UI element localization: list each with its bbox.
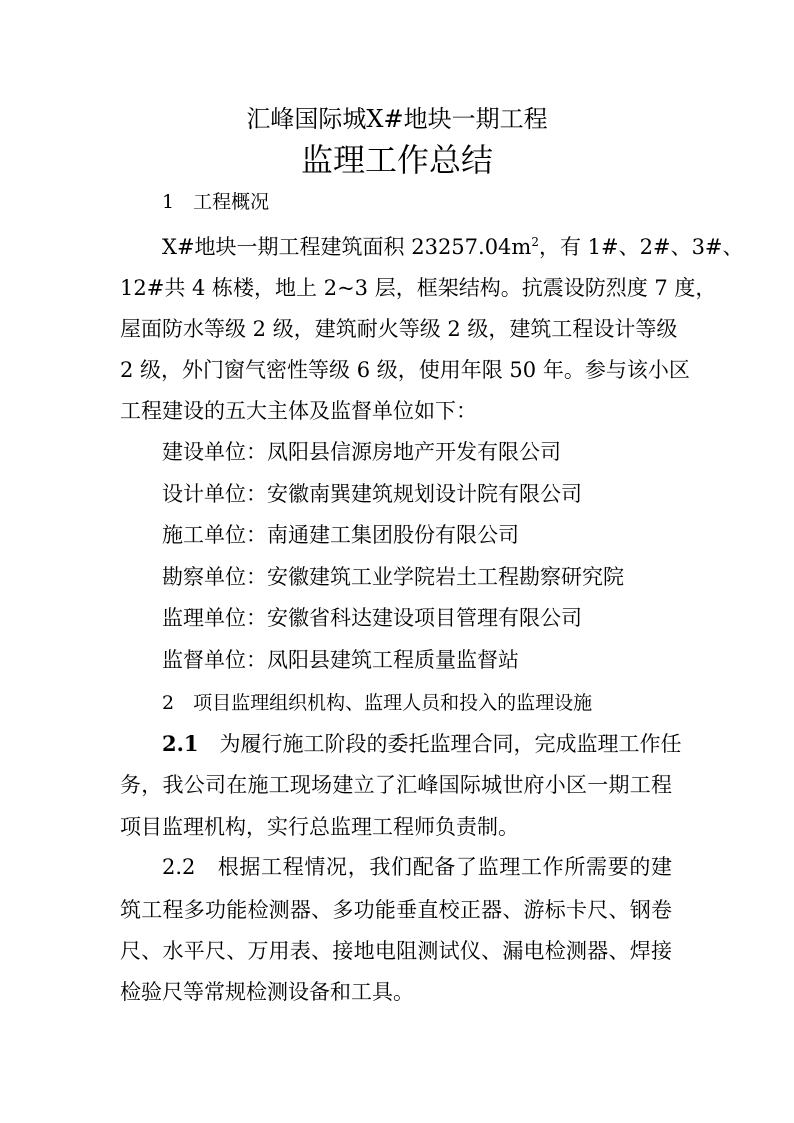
para22-line1-text [162, 853, 672, 881]
document-title-line2: 监理工作总结 [300, 141, 493, 179]
para1-line3 [120, 315, 678, 343]
para1-line1 [162, 233, 744, 261]
para22-line1-body: 根据工程情况，我们配备了监理工作所需要的建 [217, 855, 672, 879]
para1-buildings-text: ，有 1#、2#、3#、 [538, 235, 744, 259]
document-title-line1: 汇峰国际城X#地块一期工程 [246, 105, 548, 133]
para21-line1-body: 为履行施工阶段的委托监理合同，完成监理工作任 [219, 732, 682, 756]
para1-line5: 工程建设的五大主体及监督单位如下： [120, 399, 477, 423]
para1-area-unit-superscript: 2 [531, 235, 539, 249]
section1-heading: 1 工程概况 [162, 191, 270, 213]
section2-heading: 2 项目监理组织机构、监理人员和投入的监理设施 [162, 692, 593, 714]
para21-line1 [162, 730, 682, 758]
para22-line1 [162, 853, 672, 881]
para21-number: 2.1 [162, 731, 199, 756]
para1-line4 [120, 356, 690, 384]
unit-supervision: 监理单位：安徽省科达建设项目管理有限公司 [162, 606, 582, 630]
unit-construction: 建设单位：凤阳县信源房地产开发有限公司 [162, 440, 561, 464]
para1-line1-text [162, 233, 744, 261]
para1-line3-text: 屋面防水等级 2 级，建筑耐火等级 2 级，建筑工程设计等级 [120, 317, 678, 341]
para1-line4-text: 2 级，外门窗气密性等级 6 级，使用年限 50 年。参与该小区 [120, 358, 690, 382]
para21-line2 [120, 771, 672, 799]
unit-oversight: 监督单位：凤阳县建筑工程质量监督站 [162, 648, 519, 672]
para21-line2-text: 务，我公司在施工现场建立了汇峰国际城世府小区一期工程 [120, 773, 672, 797]
para22-line4: 检验尺等常规检测设备和工具。 [120, 980, 414, 1004]
para22-line2-text: 筑工程多功能检测器、多功能垂直校正器、游标卡尺、钢卷 [120, 898, 672, 922]
unit-contractor: 施工单位：南通建工集团股份有限公司 [162, 523, 519, 547]
para1-line2-text: 12#共 4 栋楼，地上 2~3 层，框架结构。抗震设防烈度 7 度， [120, 276, 717, 300]
para22-line3 [120, 937, 672, 965]
para1-area-text: X#地块一期工程建筑面积 23257.04m [162, 235, 532, 259]
para21-line3: 项目监理机构，实行总监理工程师负责制。 [120, 815, 519, 839]
unit-design: 设计单位：安徽南巽建筑规划设计院有限公司 [162, 482, 582, 506]
para22-number: 2.2 [162, 855, 196, 879]
para1-line2 [120, 274, 717, 302]
para21-line1-text [162, 730, 682, 758]
unit-survey: 勘察单位：安徽建筑工业学院岩土工程勘察研究院 [162, 565, 624, 589]
para22-line2 [120, 896, 672, 924]
para22-line3-text: 尺、水平尺、万用表、接地电阻测试仪、漏电检测器、焊接 [120, 939, 672, 963]
